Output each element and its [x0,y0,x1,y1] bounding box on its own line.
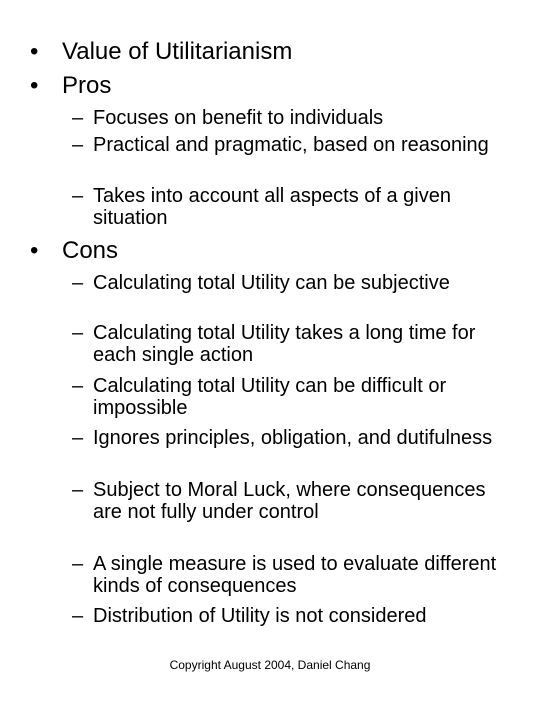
cons-item [72,479,512,523]
cons-item-text: Ignores principles, obligation, and dutifulness [93,427,493,449]
cons-item [72,427,512,449]
cons-item-text: A single measure is used to evaluate different kinds of consequences [93,553,497,597]
pros-item [72,107,512,129]
cons-item [72,605,512,627]
dash-glyph: – [72,185,84,207]
copyright-footer: Copyright August 2004, Daniel Chang [169,658,371,672]
dash-glyph: – [72,427,84,449]
dash-glyph: – [72,479,84,501]
dash-glyph: – [72,107,84,129]
dash-glyph: – [72,375,84,397]
dash-glyph: – [72,272,84,294]
pros-item-text: Focuses on benefit to individuals [93,107,384,129]
cons-item [72,322,512,366]
pros-item [72,185,512,229]
dash-glyph: – [72,605,84,627]
bullet-text: Value of Utilitarianism [62,38,293,65]
cons-item-text: Calculating total Utility takes a long time for each single action [93,322,476,366]
pros-item-text: Takes into account all aspects of a given situation [93,185,451,229]
cons-item-text: Distribution of Utility is not considered [93,605,427,627]
bullet-glyph: • [30,72,39,99]
cons-item-text: Subject to Moral Luck, where consequences are not fully under control [93,479,486,523]
pros-item-text: Practical and pragmatic, based on reasoning [93,134,489,156]
bullet-glyph: • [30,38,39,65]
cons-item-text: Calculating total Utility can be difficult or impossible [93,375,447,419]
bullet-text: Cons [62,237,119,264]
dash-glyph: – [72,553,84,575]
cons-item-text: Calculating total Utility can be subjective [93,272,450,294]
bullet-text: Pros [62,72,112,99]
cons-item [72,272,512,294]
cons-item [72,553,512,597]
bullet-glyph: • [30,237,39,264]
cons-item [72,375,512,419]
dash-glyph: – [72,322,84,344]
dash-glyph: – [72,134,84,156]
pros-item [72,134,512,156]
